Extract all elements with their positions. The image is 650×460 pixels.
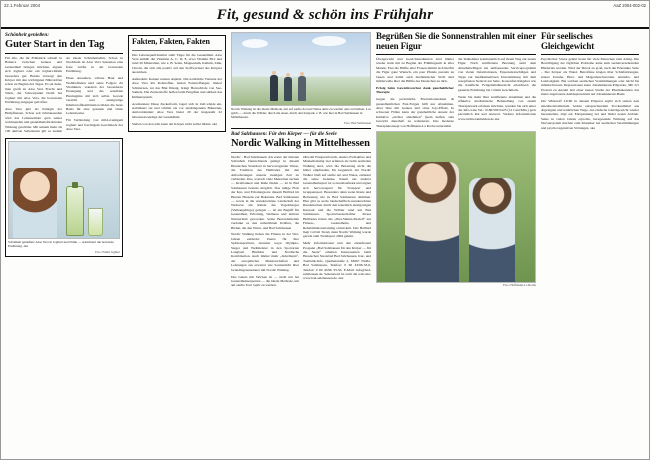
product-glass — [88, 208, 103, 236]
column-one — [5, 32, 123, 459]
column-two — [128, 32, 226, 459]
paragraph: Außerdem: Kenner nutzen Aspirin. Die natürliche Variante der Aloe Vera übt Rohstoffen, besten Feinstoffangen, lindert Schmerzen, tut das Blut flüssig, bringt Herzschlafe von See-Samele. Die Zuckerstoffe helfen beim Entgiften und stärken das Immunsystem. — [132, 77, 222, 99]
col5-body — [541, 57, 639, 130]
col5-headline: Für seelisches Gleichgewicht — [541, 31, 595, 51]
page-number: AaZ 2004-002-02 — [613, 3, 646, 8]
paragraph: Das Gehen mit Stöcken ist — nicht nur bei Gesundheitsexperten — die ideale Methode, um auf sanfte Tour toptit zu werden. — [231, 274, 299, 288]
divider — [231, 128, 371, 129]
paragraph: Obwohl Fungsvertrauch, Austro-Fachaktive und Muskeltraining viel erfahren als beim normalen Walking sind, wird die Belastung nicht die höher empfunden, Im Gegenteil, der Nordic Walker läuft auf sanfte Art und Weise, entlastet die seine Gelenke. Kaum ein anderer Gesundheitssport ist so kreislaufstark und eignet sich hervorragend für Transport und Gruppensport. Besonders dann wenn Route und Betreuung wie in Bad Salzhausen stimmen. Hier gibt es sechs landschaftlich-wunderschöne Rundstrecken durch den leisenlich einzigartigen Kurpark und die Wälder rund um Bad Salzhausen. Sportwissenschaftler dieses Heilbades haben das „Drei-Säulen-Modell“ zur Fitness-, Gesundheits- und Rehabilitationstraining entwickelt. Das Heilbad liegt voll im Trend, denn Nordic Walking wurde gerade zum Trendsport 2004 gekürt. — [303, 155, 371, 239]
aloe-vera-ad — [5, 138, 123, 257]
col1-kicker: Schönheit genießen: — [5, 32, 49, 38]
subheading: Erfolg beim Gewichtsverlust dank ganzheitlicher Therapie — [376, 85, 454, 95]
edition-date: 22.1.Februar 2004 — [4, 3, 41, 8]
divider — [376, 54, 536, 55]
col3-photo-caption: Nordic Walking ist die ideale Methode, um auf sanfte Art und Weise aktiv zu werden oder zu bleiben. Los geht's — durch die Wälder, durch die Auen, durch den Kurpark, z. B. wie hier in Bad Salzhausen in Mittelhessen. — [231, 107, 371, 119]
product-bottle — [66, 186, 84, 236]
page-title: Fit, gesund & schön ins Frühjahr — [216, 7, 434, 23]
paragraph: Aloe Vera gibt als Königin der Heilpflanzen. Schon seit Jahrtausenden wird das Lebenselixier gern seiner wohltuenden und gesundheitsfördernden Wirkung geschätzt. Mit seinem mehr als 100 aktiven Substanzen gilt es zudem als ideale Schönheitsdiät. Schon in Nordrhein ist Aloe Vera Sensation eine feste Größe in der bewussten Ernährung. — [5, 56, 123, 133]
woman-figure — [405, 162, 459, 282]
col1-body — [5, 56, 123, 134]
facts-box — [128, 35, 226, 132]
paragraph: Das Lebensquell-Institut stellt Tipps für die Gesundheit. Aloe Vera enthält die Vitamine A, C, D, E, etwa Vitamin B12 und rund 20 Mineralien, wie z. B. Selen, Magnesium, Kalium, Zink, Chrom, die sich alle positiv auf den Stoffwechsel des Körpers auswirken. — [132, 52, 222, 75]
paragraph: Der Wirkstoff LI160 in diesem Präparat ergibt sich seinen Aus einzelkontrolliertem Anbau entsprechendem Trockenmittel aus abgelegten und natürlichen Wege, das einfache Gleichgewicht wieder herzustellen, zügt zur Entspannung bei und bildet neuen Antrieb. Seine in vielen Jahren erprobte, herzgesunde Wirkung auf das Nervensystem machen zum Klassiker bei seelischen Verstimmungen und psychovegetativen Störungen. akz — [541, 99, 639, 130]
col2-headline: Fakten, Fakten, Fakten — [132, 37, 210, 46]
divider — [541, 54, 639, 55]
col2-body — [132, 53, 222, 127]
nordic-walking-photo — [231, 32, 371, 106]
divider — [132, 50, 222, 51]
paragraph: Acemannan: Diese Zuckerform, lagert sich in Zell-wände ein, stabilisiert sie und schützt sie vor eindringenden Bakterien, Antioxidantien: Aloe Vera bietet 20 der insgesamt 22 lebensnotwendige der Gesundheit. — [132, 101, 222, 119]
model-figure — [13, 168, 57, 238]
divider — [231, 152, 371, 153]
aloe-vera-photo — [8, 141, 120, 239]
column-three — [231, 32, 371, 459]
paragraph: Übergewicht und Gewichtsreduktion sind immer wieder stark mit zu Beginn der Frühlingszeit in aller Munde. Fast die Hälfte aller Frauen nimmt sich hierfür die Figur ganz Wunsch, ein paar Pfunde purzeln zu lassen und damit auch medizinischer Sicht sind mittlerweile über die Hälfte der Deutschen zu dick. — [376, 57, 454, 84]
walker-figure — [270, 75, 278, 101]
paragraph: Psychischer Stress gehört heute für viele Menschen zum Alltag. Die Bewältigung der täglichen Probleme kann zum seelenverzehrenden Hindernis werden. Wird der Druck zu groß, nach die Erkrankte Seite – Der Körper als Wand. Betroffene klagen über Schlafstörungen, innere Unruhe, Herz- und Magenbeschwerden, Antriebs- und Lustlosigkeit. Bei solchen seelischen Verstimmungen oder leicht bis mittelschweren Depressionen kann Johanniskraut-Präparate, Mit 0,5 Prozent zu Anzahl laut einer neuen Studie der Pharmakunden das meist angebotene Antidepressivum auf Johanniskraut-Basis. — [541, 57, 639, 97]
col4-headline: Begrüßen Sie die Sonnenstrahlen mit einer neuen Figur — [376, 31, 536, 51]
paragraph: Wenn Sie mehr über zertifizierte abnehmen und die effektive medizinische Behandlung von einem Therapiewerk erfahren möchten, wenden Sie sich unter der Info-Line Tel.: 0180/599 0225 (12 Cent/Min.) gern persönlich Rat und Antwort. Weitere Informationen www.nichteranmelden.de akz — [458, 94, 536, 121]
paragraph: Nordic - Bad Salzhausen: Als erster der ältesten Schönheit Deutschlands gelingt in diesem Hessischen Staatsbad in hervorragender Weise, die Tradition des Heilbades mit den Anforderungen unserer heutigen Zeit zu verbinden. Das, wonach viele Menschen suchen — Krafttanken und Ruhe finden — ist in Bad Salzhausen bestens möglich. Das ruhige Flair der Kur- und Erholungsorte diesem Heilbad im Herzen Hessens zur Bekannte. Bad Salzhausen — sowie in die wunderschöne Landschaft der Wetterau am Rande des Vogelsberges (Vulkangebirge) gelegen — ist ein Begriff für Gesundheit, Erholung, Wellness und aktiven Naturerlaub geworden. Seine Besonderheiten verdankt es den unberührten Kräften, die Böden, die den Natur- und Bad Salzhausen — [231, 155, 299, 230]
cloud-shape — [312, 36, 346, 46]
column-five — [541, 32, 639, 459]
woman-figure — [469, 178, 515, 282]
paragraph: Sieben von den acht kann der Körper nicht selbst bilden. akz — [132, 121, 218, 126]
paragraph: Für alle, die ihr Frühstück schnell in Balance zwischen Genuss und Gesundheit bringen möchten, eignen sich Joghurt oder ein Joghurt-Drink besonders gut. Beides versorgt den Körper mit den wichtigsten Nährstoffen schon zu Beginn des Tages. Es sei denn, man greift zu Aloe Vera Frucht und Stück, der Schwerpunkt bleibt bei Joghurt mit Aloe Vera, die bewussten Ernährung entgegen getroffen. — [5, 56, 62, 105]
paragraph: Gegen die persönliche Frustrationsleisten & gesundheitlichen Fast-Folgen hilft nur Abnehmen. Aber bitte mit Genuss und ohne Jojo-Effekt. In schweren Fällen kann der ganzheitliche Ansatz der Initiative „nichter abnehmen“ (kein helfen, sein Gewicht dauerhaft zu reduzieren. Das moderne Therapiekonzept von Hoffmann-La Roche unterstützt — [376, 97, 454, 128]
paragraph: Für Verbindung von mild-cremigem Joghurt und fruchtigem Geschmack der Aloe Vera. — [66, 118, 123, 132]
paragraph: Nordic Walking lieben die Fitness in der Wet-Jahren entdeckt. Zuerst für ihre Spitzensportlern, darunter sogar Olympia-Sieger und Weltmeister in den Sportarten Langlauf, Biathlon und Nordische Kombination. Auch immer mehr „Jedermann“, der europäischer Meisterschaften und Leistungen aus erwartet wie Sonnenlicht über Grundlagenausdauer mit Nordic Walking. — [231, 232, 299, 272]
masthead — [1, 1, 649, 29]
paragraph: die Teilnehmer kontinuierlich auf ihrem Weg zur neuen Figur. Nach zertifizierte Beratung steht dem Abnehmwilligen ein umfassendes Serviceprogramm von vielen Informationen, Expertenratschlägen und Tipps zur medikamentösen Unterstützung mit dem rezeptfreien Xenical zur Seite. Kostenfrei Ratgeber wie die handliche Fettgehaltsübersicht erleichtern die gesunde Ernährung bei vollem Geschmack. — [458, 57, 536, 92]
col4-body — [376, 57, 536, 128]
col4-photo-credit: Foto: Hoffmann-La Roche — [503, 283, 536, 288]
col3-photo-credit: Foto: Bad Salzhausen — [344, 121, 371, 125]
paragraph: Mehr Informationen und den ehrenfreuen Prospekt „Bad Salzhausen für den Körper — für die Seele“ erhalten Interessenten beim Hessischen Staatsbad Bad Salzhausen, Kur- und Touristik-Info, Quellenstraße 2, 63667 Nidda-Bad Salzhausen, Telefon: 0 60 43/96-33-0, Telefax: 0 60 43/96 33-50, E-Mail: info@bad-salzhausen.de. Sehenswert ist auch die web-site: www.bad-salzhausen.de. akz — [303, 241, 371, 281]
col1-caption: Schönheit genießen: Aloe Vera in Joghurt und Drink — erleichtern die bewusste Ernährung. akz — [8, 239, 114, 248]
paragraph: Eines Aussehen, schöne Haut und Wohlbefinden sind seine Folgen: Zu Vitaminen, wandern der besonderen Erzeugung und des sensiblen Hautregime mit sich selbst. Gerade verzicht und einzigartige Inhaltsstoffkombination bilden die beste Basis für eine gesunde und vitale Lebensweise. — [66, 76, 123, 116]
fitness-woman-photo — [376, 131, 536, 283]
divider — [5, 53, 123, 54]
col1-headline: Guter Start in den Tag — [5, 39, 105, 50]
col3-headline: Nordic Walking in Mittelhessen — [231, 138, 370, 149]
col1-photo-credit: Foto: Emmi Joghurt — [95, 249, 120, 254]
walker-figure — [284, 77, 292, 101]
columns-container — [1, 29, 649, 459]
walker-figure — [298, 76, 306, 101]
cloud-shape — [242, 39, 268, 48]
col3-body — [231, 155, 371, 288]
col3-kicker: Bad Salzhausen: Für den Körper — für die Seele — [231, 131, 337, 137]
column-four — [376, 32, 536, 459]
